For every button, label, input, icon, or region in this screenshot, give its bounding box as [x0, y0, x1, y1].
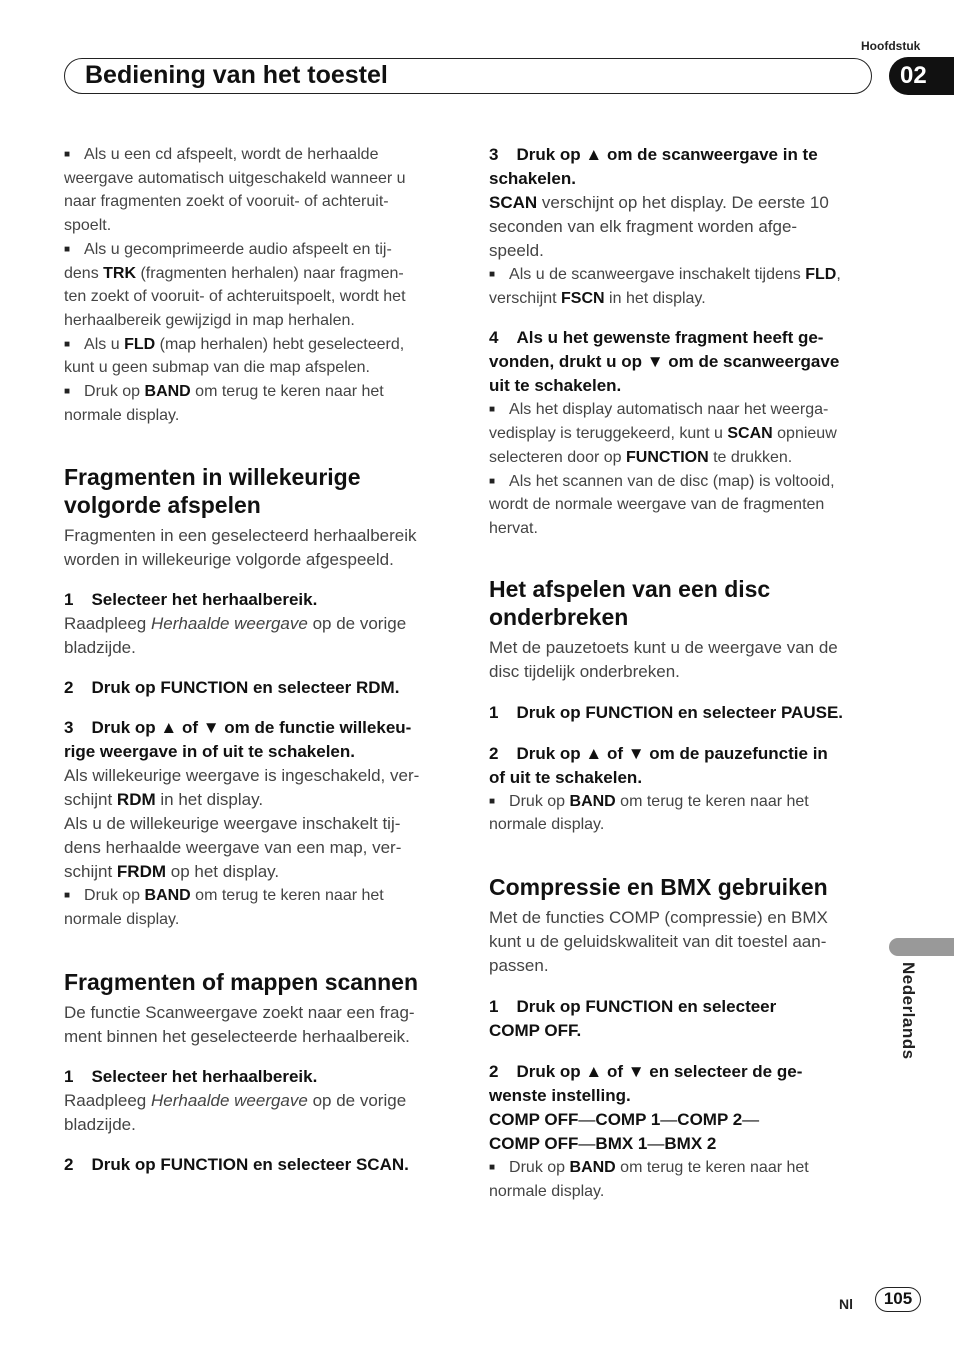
section-intro: De functie Scanweergave zoekt naar een frag- ment binnen het geselecteerde herhaalbereik.	[64, 1002, 415, 1046]
bullet-square-icon: ■	[64, 243, 71, 255]
bullet-item: ■ Druk op BAND om terug te keren naar het normale display.	[489, 1159, 809, 1200]
step-heading: 2 Druk op ▲ of ▼ en selecteer de ge- wenste instelling.	[489, 1062, 803, 1106]
step-heading: 1 Selecteer het herhaalbereik.	[64, 590, 318, 610]
step-heading: 2 Druk op FUNCTION en selecteer RDM.	[64, 678, 400, 698]
right-column	[489, 143, 879, 1203]
bullet-square-icon: ■	[489, 475, 496, 487]
chapter-title: Bediening van het toestel	[85, 61, 388, 89]
bullet-item: ■ Als u de scanweergave inschakelt tijdens FLD, verschijnt FSCN in het display.	[489, 266, 841, 307]
step-heading: 1 Druk op FUNCTION en selecteer PAUSE.	[489, 702, 844, 722]
section-intro: Met de functies COMP (compressie) en BMX kunt u de geluidskwaliteit van dit toestel aan- passen.	[489, 908, 828, 976]
bullet-square-icon: ■	[64, 890, 71, 902]
page-number: 105	[875, 1287, 921, 1312]
section-heading: Compressie en BMX gebruiken	[489, 874, 828, 901]
bullet-item: ■ Druk op BAND om terug te keren naar het normale display.	[64, 887, 384, 929]
bullet-square-icon: ■	[489, 404, 496, 416]
bullet-item: ■ Als het scannen van de disc (map) is voltooid, wordt de normale weergave van de fragmenten hervat.	[489, 472, 835, 537]
bullet-item: ■ Als u FLD (map herhalen) hebt geselecteerd, kunt u geen submap van die map afspelen.	[64, 335, 405, 377]
left-column	[64, 143, 456, 1177]
step-body: Raadpleeg Herhaalde weergave op de vorige bladzijde.	[64, 614, 407, 658]
section-heading: Fragmenten in willekeurige volgorde afspelen	[64, 464, 361, 519]
settings-sequence: COMP OFF—COMP 1—COMP 2— COMP OFF—BMX 1—BMX 2	[489, 1110, 760, 1154]
bullet-square-icon: ■	[64, 149, 71, 160]
chapter-label: Hoofdstuk	[861, 39, 921, 53]
bullet-item: ■ Als het display automatisch naar het weerga- vedisplay is teruggekeerd, kunt u SCAN opnieuw selecteren door op FUNCTION te drukken.	[489, 401, 837, 466]
bullet-item: ■ Druk op BAND om terug te keren naar het normale display.	[64, 383, 384, 424]
bullet-square-icon: ■	[489, 795, 496, 807]
step-heading: 2 Druk op ▲ of ▼ om de pauzefunctie in of uit te schakelen.	[489, 743, 828, 787]
step-heading: 3 Druk op ▲ of ▼ om de functie willekeu- rige weergave in of uit te schakelen.	[64, 718, 412, 762]
step-heading: 2 Druk op FUNCTION en selecteer SCAN.	[64, 1154, 409, 1174]
step-heading: 4 Als u het gewenste fragment heeft ge- vonden, drukt u op ▼ om de scanweergave uit te schakelen.	[489, 328, 840, 396]
chapter-number-tab: 02	[889, 57, 954, 95]
bullet-square-icon: ■	[64, 386, 71, 398]
bullet-item: ■ Druk op BAND om terug te keren naar het normale display.	[489, 792, 809, 834]
section-heading: Fragmenten of mappen scannen	[64, 968, 419, 995]
step-body: Als willekeurige weergave is ingeschakeld, ver- schijnt RDM in het display. Als u de willekeurige weergave inschakelt tij- dens herhaalde weergave van een map, ver- schijnt FRDM op het display.	[64, 766, 420, 882]
language-label: Nederlands	[899, 962, 918, 1060]
section-heading: Het afspelen van een disc onderbreken	[489, 575, 771, 630]
step-body: SCAN verschijnt op het display. De eerste 10 seconden van elk fragment worden afge- speeld.	[489, 193, 829, 260]
section-intro: Fragmenten in een geselecteerd herhaalbereik worden in willekeurige volgorde afgespeeld.	[64, 526, 417, 570]
language-side-tab	[889, 938, 954, 956]
language-code: Nl	[839, 1296, 853, 1312]
bullet-item: ■ Als u een cd afspeelt, wordt de herhaalde weergave automatisch uitgeschakeld wanneer u naar fragmenten zoekt of vooruit- of achteruit- spoelt.	[64, 146, 406, 235]
chapter-title-bar	[64, 58, 872, 94]
step-heading: 1 Selecteer het herhaalbereik.	[64, 1066, 318, 1086]
section-intro: Met de pauzetoets kunt u de weergave van de disc tijdelijk onderbreken.	[489, 637, 838, 681]
step-heading: 3 Druk op ▲ om de scanweergave in te schakelen.	[489, 145, 818, 188]
step-body: Raadpleeg Herhaalde weergave op de vorige bladzijde.	[64, 1090, 407, 1134]
bullet-item: ■ Als u gecomprimeerde audio afspeelt en tij- dens TRK (fragmenten herhalen) naar fragmen- ten zoekt of vooruit- of achteruitspoelt, wordt het herhaalbereik gewijzigd in map herhalen.	[64, 240, 406, 329]
bullet-square-icon: ■	[489, 269, 496, 280]
bullet-square-icon: ■	[64, 338, 71, 350]
bullet-square-icon: ■	[489, 1162, 496, 1174]
step-heading: 1 Druk op FUNCTION en selecteer COMP OFF.	[489, 997, 777, 1041]
